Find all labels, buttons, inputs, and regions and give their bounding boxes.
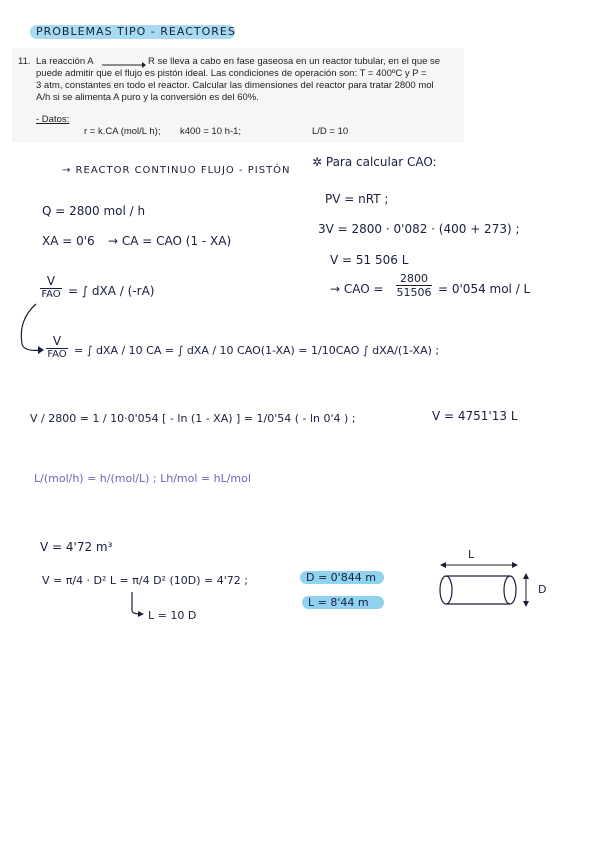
problem-card	[12, 48, 464, 142]
cao-denominator: 51506	[396, 286, 432, 299]
volume-eq: 3V = 2800 · 0'082 · (400 + 273) ;	[318, 222, 520, 236]
concentration-eq: → CA = CAO (1 - XA)	[108, 234, 232, 248]
fao-label-2: FAO	[47, 349, 67, 360]
cylinder-length-label: L	[468, 548, 475, 561]
ideal-gas-eq: PV = nRT ;	[325, 192, 389, 206]
arrow-curve-icon	[14, 300, 44, 360]
hook-arrow-icon	[128, 592, 150, 618]
problem-line4: A/h si se alimenta A puro y la conversión es del 60%.	[36, 92, 259, 103]
page-title: PROBLEMAS TIPO - REACTORES	[36, 25, 236, 38]
design-eq-lhs	[40, 274, 62, 300]
rate-constant: k400 = 10 h-1;	[180, 126, 242, 137]
problem-number: 11.	[18, 56, 31, 67]
problem-line2: puede admitir que el flujo es pistón ideal. Las condiciones de operación son: T = 400ºC y P =	[36, 68, 427, 79]
cao-fraction	[396, 272, 432, 299]
cylinder-diameter-label: D	[538, 583, 547, 596]
v-label-2: V	[52, 334, 62, 348]
problem-line3: 3 atm, constantes en todo el reactor. Calcular las dimensiones del reactor para tratar 2800 mol	[36, 80, 434, 91]
reactor-type-note: → REACTOR CONTINUO FLUJO - PISTÓN	[62, 165, 291, 176]
volume-liters: V = 4751'13 L	[432, 409, 518, 423]
cao-heading: ✲ Para calcular CAO:	[312, 155, 437, 169]
problem-line1b: R se lleva a cabo en fase gaseosa en un reactor tubular, en el que se	[148, 56, 441, 67]
design-eq2-lhs	[46, 334, 68, 360]
length-result: L = 8'44 m	[308, 596, 369, 609]
integral-chain: = ∫ dXA / 10 CA = ∫ dXA / 10 CAO(1-XA) = 1/10CAO ∫ dXA/(1-XA) ;	[74, 344, 440, 357]
datos-label: - Datos:	[36, 114, 70, 125]
volume-m3: V = 4'72 m³	[40, 540, 113, 554]
diameter-result: D = 0'844 m	[306, 571, 376, 584]
flow-rate: Q = 2800 mol / h	[42, 204, 146, 218]
problem-line1: La reacción A	[36, 56, 94, 67]
volume-integral-eq: V / 2800 = 1 / 10·0'054 [ - ln (1 - XA) ] = 1/0'54 ( - ln 0'4 ) ;	[30, 412, 356, 425]
ld-ratio: L/D = 10	[312, 126, 349, 137]
reaction-arrow-icon	[102, 60, 146, 68]
cao-numerator: 2800	[400, 272, 428, 285]
rate-law: r = k.CA (mol/L h);	[84, 126, 161, 137]
conversion: XA = 0'6	[42, 234, 95, 248]
length-relation: L = 10 D	[148, 609, 197, 622]
cao-result: = 0'054 mol / L	[438, 282, 531, 296]
fao-label: FAO	[41, 289, 61, 300]
cylinder-volume-eq: V = π/4 · D² L = π/4 D² (10D) = 4'72 ;	[42, 574, 248, 587]
volume-result: V = 51 506 L	[330, 253, 409, 267]
v-label: V	[46, 274, 56, 288]
design-integral: = ∫ dXA / (-rA)	[68, 284, 155, 298]
cao-lhs: → CAO =	[330, 282, 384, 296]
units-check: L/(mol/h) = h/(mol/L) ; Lh/mol = hL/mol	[34, 472, 251, 485]
